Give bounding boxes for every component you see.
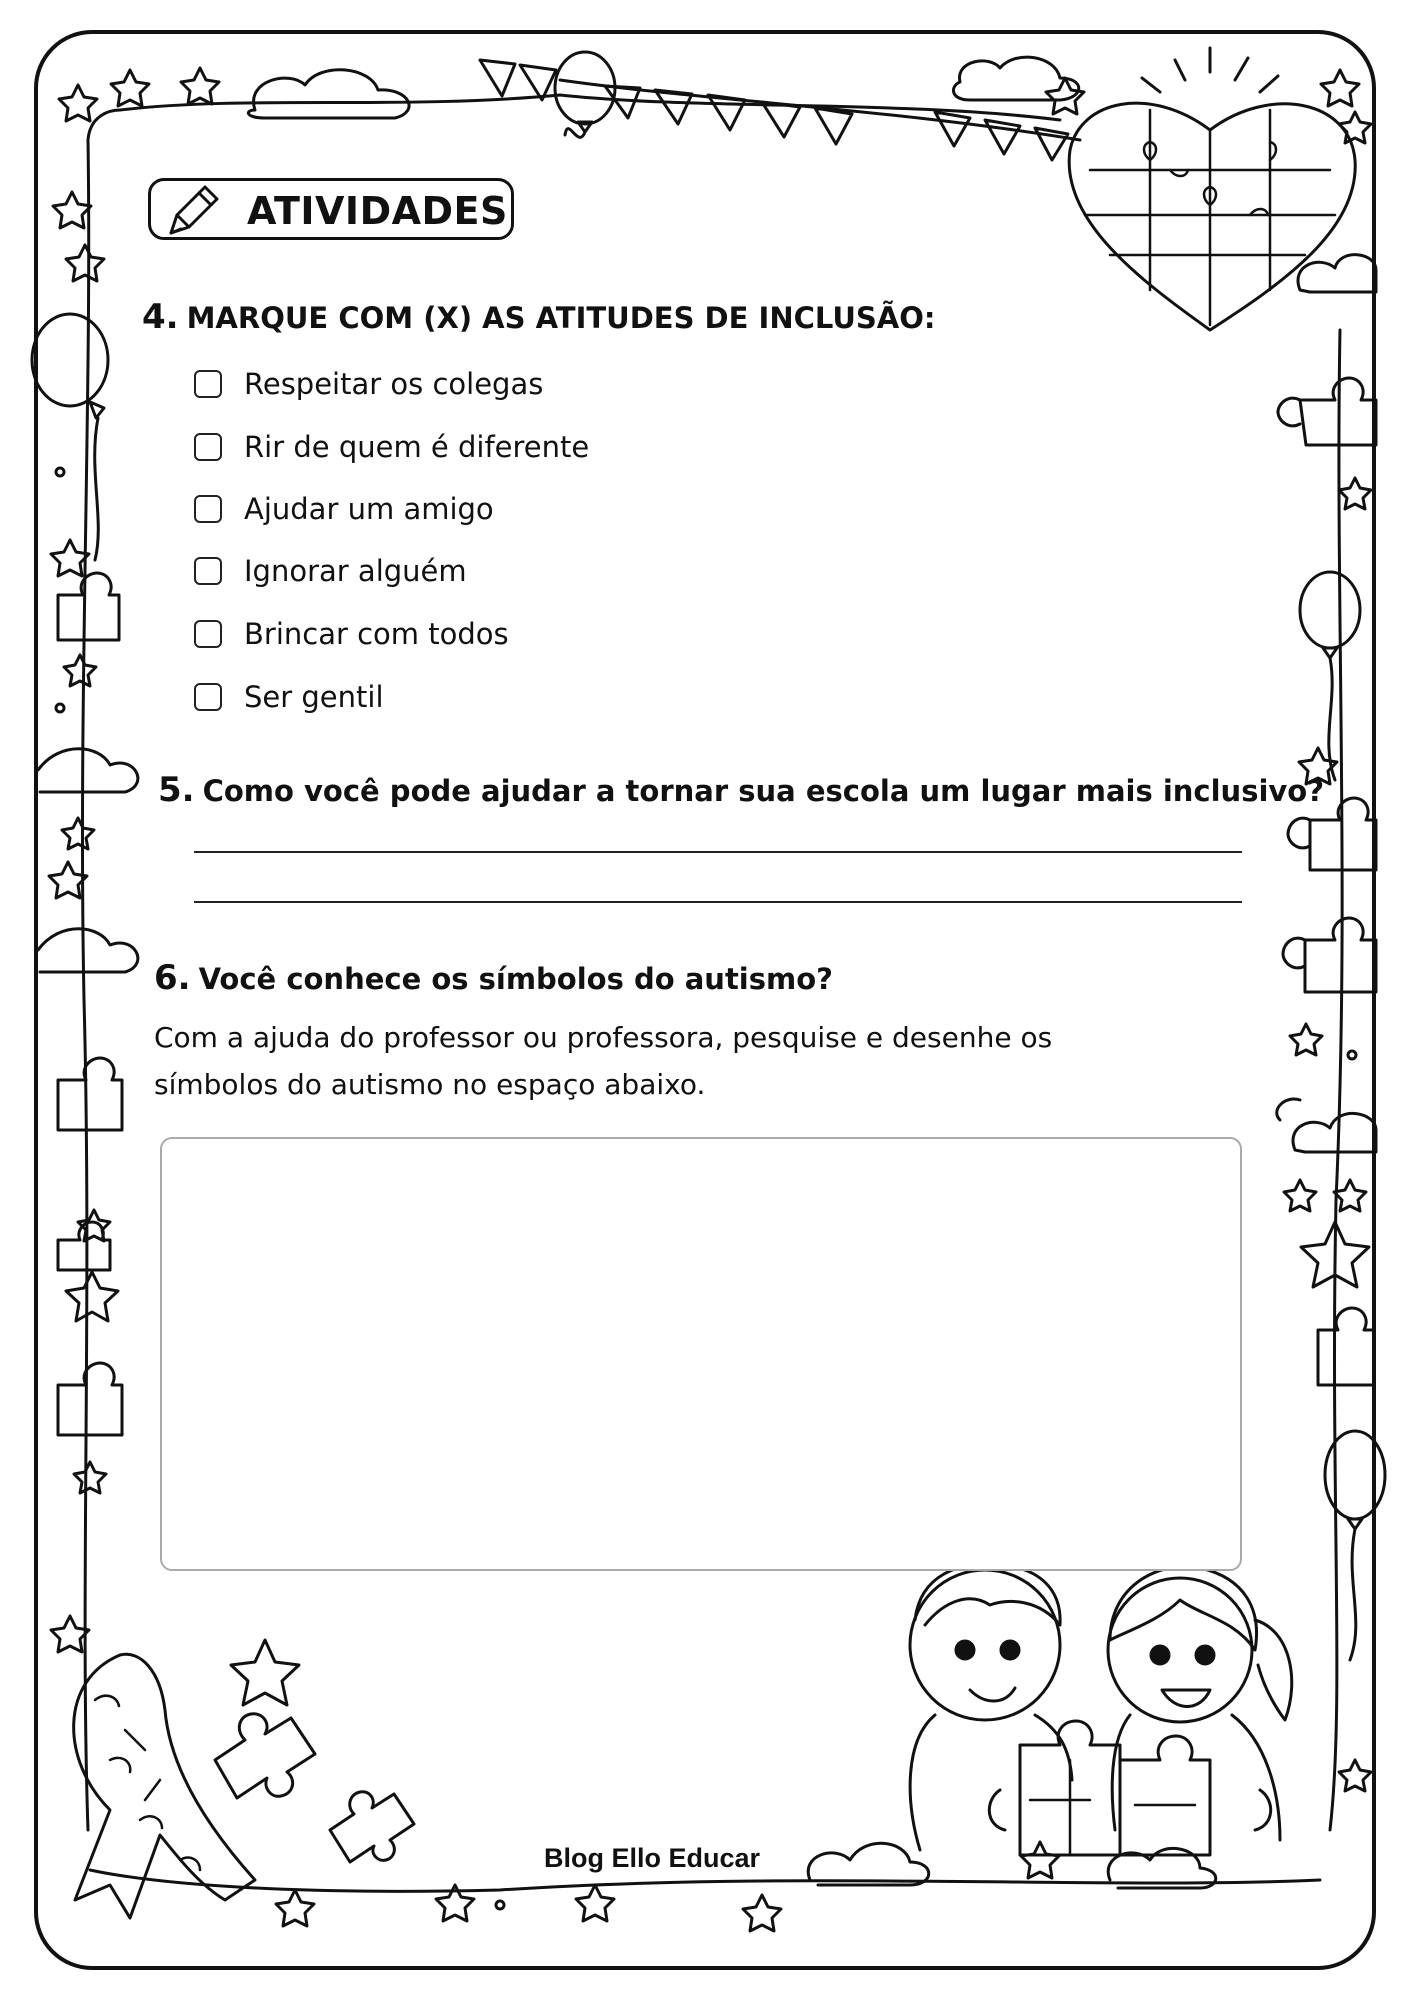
star-icon <box>1339 1760 1371 1791</box>
star-icon <box>66 1272 118 1321</box>
question-6-instruction-line-2: símbolos do autismo no espaço abaixo. <box>154 1068 706 1101</box>
checkbox[interactable] <box>194 495 222 523</box>
option-label: Ignorar alguém <box>244 554 467 588</box>
star-icon <box>51 540 89 576</box>
option-brincar[interactable] <box>194 614 509 654</box>
option-label: Rir de quem é diferente <box>244 430 590 464</box>
star-icon <box>1334 1180 1366 1211</box>
balloon-icon <box>32 314 108 406</box>
cloud-icon <box>808 1843 929 1885</box>
star-icon <box>1339 478 1371 509</box>
awareness-ribbon <box>74 1654 255 1918</box>
star-icon <box>51 1616 89 1652</box>
drawing-area[interactable] <box>160 1137 1242 1571</box>
puzzle-piece-icon <box>330 1792 414 1862</box>
puzzle-piece-icon <box>1120 1736 1210 1855</box>
cloud-icon <box>1298 255 1376 292</box>
cloud-icon <box>38 749 138 792</box>
star-icon <box>59 85 97 121</box>
option-rir[interactable] <box>194 427 589 467</box>
cloud-icon <box>1277 1099 1300 1120</box>
bunting-flag <box>480 60 556 100</box>
star-icon <box>1284 1180 1316 1211</box>
star-icon <box>576 1885 614 1921</box>
question-6-title <box>154 958 833 998</box>
puzzle-piece-icon <box>58 1058 122 1130</box>
activities-title: ATIVIDADES <box>247 189 508 233</box>
cloud-icon <box>1293 1113 1376 1152</box>
puzzle-piece-icon <box>58 1363 122 1435</box>
checkbox[interactable] <box>194 433 222 461</box>
puzzle-piece-icon <box>215 1714 315 1798</box>
option-label: Brincar com todos <box>244 617 509 651</box>
star-icon <box>1021 1842 1059 1878</box>
star-icon <box>66 245 104 281</box>
star-icon <box>276 1890 314 1926</box>
star-icon <box>743 1895 781 1931</box>
question-6-instruction-line-1: Com a ajuda do professor ou professora, pesquise e desenhe os <box>154 1021 1053 1054</box>
puzzle-piece-icon <box>1283 918 1376 992</box>
checkbox[interactable] <box>194 683 222 711</box>
star-icon <box>1290 1024 1322 1055</box>
star-icon <box>111 70 149 106</box>
star-icon <box>1321 70 1359 106</box>
option-ajudar[interactable] <box>194 489 494 529</box>
puzzle-piece-icon <box>1318 1308 1374 1385</box>
star-icon <box>74 1462 106 1493</box>
star-icon <box>62 818 94 849</box>
question-4-number: 4. <box>142 297 179 337</box>
star-icon <box>78 1210 110 1241</box>
question-5-text: Como você pode ajudar a tornar sua escola um lugar mais inclusivo? <box>202 774 1325 808</box>
star-icon <box>181 68 219 104</box>
star-icon <box>64 655 96 686</box>
bunting-flag <box>605 86 1068 160</box>
option-respeitar[interactable] <box>194 364 543 404</box>
balloon-icon <box>1300 572 1360 648</box>
question-4-text: MARQUE COM (X) AS ATITUDES DE INCLUSÃO: <box>186 301 936 335</box>
question-5-title <box>158 770 1324 810</box>
option-ignorar[interactable] <box>194 551 467 591</box>
cloud-icon <box>953 57 1078 100</box>
children-illustration <box>910 1564 1292 1855</box>
question-6-number: 6. <box>154 958 191 998</box>
puzzle-piece-icon <box>58 573 119 640</box>
question-5-number: 5. <box>158 770 195 810</box>
cloud-icon <box>38 929 138 972</box>
pencil-icon <box>159 179 223 243</box>
blog-credit: Blog Ello Educar <box>544 1843 761 1873</box>
answer-line-2[interactable] <box>194 901 1242 903</box>
option-ser-gentil[interactable] <box>194 677 384 717</box>
star-icon <box>231 1640 299 1705</box>
option-label: Respeitar os colegas <box>244 367 544 401</box>
cloud-icon <box>248 70 409 118</box>
option-label: Ajudar um amigo <box>244 492 494 526</box>
star-icon <box>53 192 91 228</box>
checkbox[interactable] <box>194 557 222 585</box>
question-4-title <box>142 297 935 337</box>
puzzle-heart <box>1069 103 1355 330</box>
checkbox[interactable] <box>194 370 222 398</box>
option-label: Ser gentil <box>244 680 384 714</box>
answer-line-1[interactable] <box>194 851 1242 853</box>
question-6-text: Você conhece os símbolos do autismo? <box>198 962 833 996</box>
activities-title-badge <box>148 178 514 240</box>
checkbox[interactable] <box>194 620 222 648</box>
puzzle-piece-icon <box>1278 378 1376 445</box>
